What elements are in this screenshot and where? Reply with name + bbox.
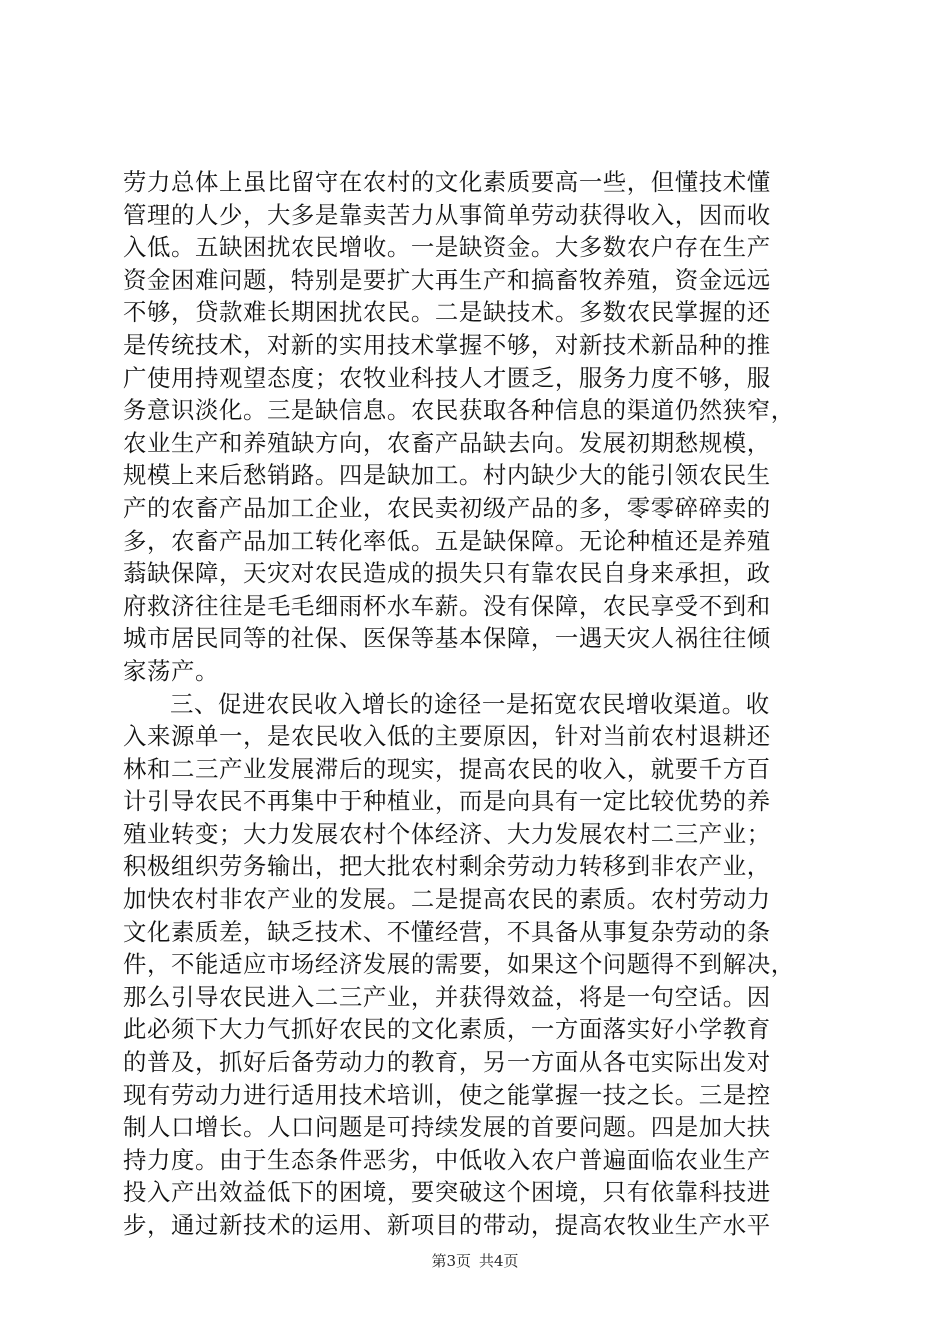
text-line: 劳力总体上虽比留守在农村的文化素质要高一些，但懂技术懂 <box>123 168 771 196</box>
section-heading-line: 三、促进农民收入增长的途径一是拓宽农民增收渠道。收 <box>170 689 770 718</box>
text-line: 是传统技术，对新的实用技术掌握不够，对新技术新品种的推 <box>123 330 771 359</box>
text-line: 管理的人少，大多是靠卖苦力从事简单劳动获得收入，因而收 <box>123 200 771 229</box>
text-line: 务意识淡化。三是缺信息。农民获取各种信息的渠道仍然狭窄， <box>123 396 795 425</box>
body-text <box>123 166 833 1242</box>
text-line: 广使用持观望态度；农牧业科技人才匮乏，服务力度不够，服 <box>123 363 771 392</box>
text-line: 入来源单一，是农民收入低的主要原因，针对当前农村退耕还 <box>123 722 771 751</box>
text-line: 林和二三产业发展滞后的现实，提高农民的收入，就要千方百 <box>123 754 771 783</box>
text-line: 产的农畜产品加工企业，农民卖初级产品的多，零零碎碎卖的 <box>123 493 771 522</box>
text-line: 那么引导农民进入二三产业，并获得效益，将是一句空话。因 <box>123 982 771 1011</box>
text-line: 殖业转变；大力发展农村个体经济、大力发展农村二三产业； <box>123 819 771 848</box>
text-line: 城市居民同等的社保、医保等基本保障，一遇天灾人祸往往倾 <box>123 624 771 653</box>
page-footer <box>0 1250 950 1271</box>
text-line: 资金困难问题，特别是要扩大再生产和搞畜牧养殖，资金远远 <box>123 265 771 294</box>
text-line: 步，通过新技术的运用、新项目的带动，提高农牧业生产水平 <box>123 1211 771 1239</box>
text-line: 府救济往往是毛毛细雨杯水车薪。没有保障，农民享受不到和 <box>123 591 771 620</box>
text-line: 计引导农民不再集中于种植业，而是向具有一定比较优势的养 <box>123 787 771 816</box>
text-line: 投入产出效益低下的困境，要突破这个困境，只有依靠科技进 <box>123 1178 771 1207</box>
text-line: 家荡产。 <box>123 656 219 685</box>
text-line: 入低。五缺困扰农民增收。一是缺资金。大多数农户存在生产 <box>123 233 771 262</box>
text-line: 持力度。由于生态条件恶劣，中低收入农户普遍面临农业生产 <box>123 1145 771 1174</box>
text-line: 件，不能适应市场经济发展的需要，如果这个问题得不到解决， <box>123 950 795 979</box>
text-line: 规模上来后愁销路。四是缺加工。村内缺少大的能引领农民生 <box>123 461 771 490</box>
text-line: 此必须下大力气抓好农民的文化素质，一方面落实好小学教育 <box>123 1015 771 1044</box>
text-line: 现有劳动力进行适用技术培训，使之能掌握一技之长。三是控 <box>123 1080 771 1109</box>
page-total: 共4页 <box>479 1252 519 1270</box>
text-line: 积极组织劳务输出，把大批农村剩余劳动力转移到非农产业， <box>123 852 771 881</box>
text-line: 农业生产和养殖缺方向，农畜产品缺去向。发展初期愁规模， <box>123 428 771 457</box>
text-line: 的普及，抓好后备劳动力的教育，另一方面从各屯实际出发对 <box>123 1048 771 1077</box>
text-line: 多，农畜产品加工转化率低。五是缺保障。无论种植还是养殖 <box>123 526 771 555</box>
text-line: 不够，贷款难长期困扰农民。二是缺技术。多数农民掌握的还 <box>123 298 771 327</box>
page-number: 第3页 <box>431 1252 471 1270</box>
text-line: 文化素质差，缺乏技术、不懂经营，不具备从事复杂劳动的条 <box>123 917 771 946</box>
text-line: 加快农村非农产业的发展。二是提高农民的素质。农村劳动力 <box>123 885 771 914</box>
text-line: 制人口增长。人口问题是可持续发展的首要问题。四是加大扶 <box>123 1113 771 1142</box>
text-line: 蓊缺保障，天灾对农民造成的损失只有靠农民自身来承担，政 <box>123 559 771 588</box>
